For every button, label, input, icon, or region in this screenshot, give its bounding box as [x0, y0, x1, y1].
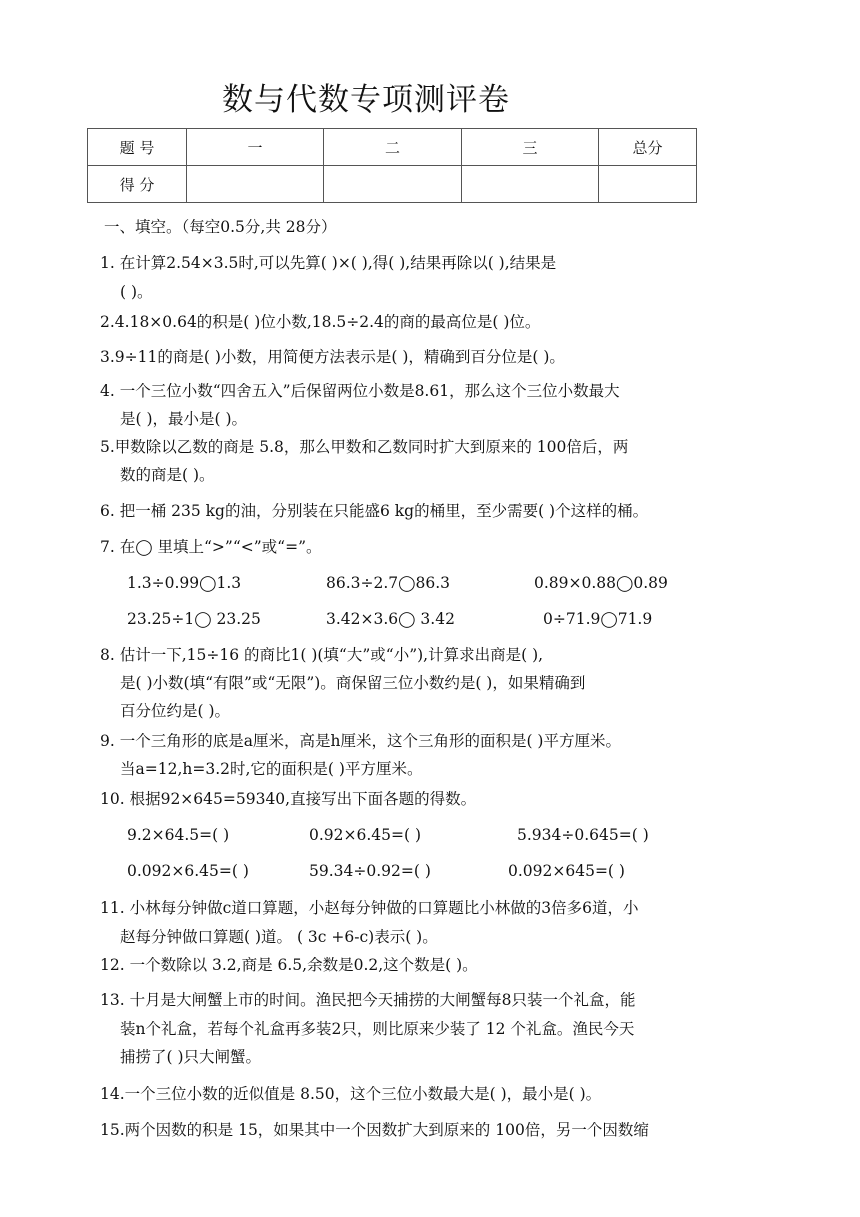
- question-3: 3.9÷11的商是( )小数，用简便方法表示是( )，精确到百分位是( )。: [100, 348, 565, 366]
- question-7-item: 0÷71.9◯71.9: [543, 610, 653, 628]
- question-7-item: 3.42×3.6◯ 3.42: [326, 610, 455, 628]
- question-1-line-1: 1. 在计算2.54×3.5时,可以先算( )×( ),得( ),结果再除以( ),结果是: [100, 254, 557, 272]
- question-7-item: 0.89×0.88◯0.89: [534, 574, 668, 592]
- score-header-cell: 二: [324, 129, 462, 166]
- question-8-line-2: 是( )小数(填“有限”或“无限”)。商保留三位小数约是( )，如果精确到: [120, 674, 586, 692]
- question-7-item: 86.3÷2.7◯86.3: [326, 574, 451, 592]
- question-10-instruction: 10. 根据92×645=59340,直接写出下面各题的得数。: [100, 790, 477, 808]
- score-cell[interactable]: [187, 166, 324, 203]
- score-cell[interactable]: [599, 166, 697, 203]
- question-14: 14.一个三位小数的近似值是 8.50，这个三位小数最大是( )，最小是( )。: [100, 1085, 602, 1103]
- question-8-line-3: 百分位约是( )。: [120, 702, 231, 720]
- question-8-line-1: 8. 估计一下,15÷16 的商比1( )(填“大”或“小”),计算求出商是( ),: [100, 646, 544, 664]
- score-row-label: 得 分: [88, 166, 187, 203]
- question-7-instruction: 7. 在◯ 里填上“>”“<”或“=”。: [100, 538, 322, 556]
- score-header-cell: 题 号: [88, 129, 187, 166]
- question-2: 2.4.18×0.64的积是( )位小数,18.5÷2.4的商的最高位是( )位。: [100, 313, 541, 331]
- question-10-item: 0.092×645=( ): [508, 862, 625, 880]
- question-11-line-2: 赵每分钟做口算题( )道。 ( 3c +6-c)表示( )。: [120, 928, 438, 946]
- question-12: 12. 一个数除以 3.2,商是 6.5,余数是0.2,这个数是( )。: [100, 956, 478, 974]
- section-heading: 一、填空。（每空0.5分,共 28分）: [104, 218, 337, 236]
- question-13-line-1: 13. 十月是大闸蟹上市的时间。渔民把今天捕捞的大闸蟹每8只装一个礼盒，能: [100, 991, 636, 1009]
- question-11-line-1: 11. 小林每分钟做c道口算题，小赵每分钟做的口算题比小林做的3倍多6道，小: [100, 899, 639, 917]
- question-15-line-1: 15.两个因数的积是 15，如果其中一个因数扩大到原来的 100倍，另一个因数缩: [100, 1121, 649, 1139]
- question-4-line-1: 4. 一个三位小数“四舍五入”后保留两位小数是8.61，那么这个三位小数最大: [100, 382, 620, 400]
- score-cell[interactable]: [324, 166, 462, 203]
- score-table-score-row: [88, 166, 697, 203]
- score-header-cell: 三: [462, 129, 599, 166]
- question-7-item: 1.3÷0.99◯1.3: [127, 574, 242, 592]
- question-13-line-2: 装n个礼盒，若每个礼盒再多装2只，则比原来少装了 12 个礼盒。渔民今天: [120, 1020, 635, 1038]
- question-10-item: 9.2×64.5=( ): [127, 826, 230, 844]
- question-5-line-2: 数的商是( )。: [120, 466, 215, 484]
- question-10-item: 0.92×6.45=( ): [309, 826, 422, 844]
- score-header-cell: 一: [187, 129, 324, 166]
- page-title: 数与代数专项测评卷: [222, 82, 510, 118]
- question-10-item: 0.092×6.45=( ): [127, 862, 249, 880]
- score-table-header-row: [88, 129, 697, 166]
- question-6: 6. 把一桶 235 kg的油，分别装在只能盛6 kg的桶里，至少需要( )个这样的桶。: [100, 502, 649, 520]
- question-9-line-1: 9. 一个三角形的底是a厘米，高是h厘米，这个三角形的面积是( )平方厘米。: [100, 732, 621, 750]
- score-cell[interactable]: [462, 166, 599, 203]
- question-1-line-2: ( )。: [120, 283, 153, 301]
- question-13-line-3: 捕捞了( )只大闸蟹。: [120, 1048, 262, 1066]
- score-table: [87, 128, 697, 203]
- question-7-item: 23.25÷1◯ 23.25: [127, 610, 261, 628]
- question-9-line-2: 当a=12,h=3.2时,它的面积是( )平方厘米。: [120, 760, 423, 778]
- question-4-line-2: 是( )，最小是( )。: [120, 410, 248, 428]
- question-5-line-1: 5.甲数除以乙数的商是 5.8，那么甲数和乙数同时扩大到原来的 100倍后，两: [100, 438, 629, 456]
- score-header-cell: 总分: [599, 129, 697, 166]
- question-10-item: 59.34÷0.92=( ): [309, 862, 431, 880]
- question-10-item: 5.934÷0.645=( ): [517, 826, 649, 844]
